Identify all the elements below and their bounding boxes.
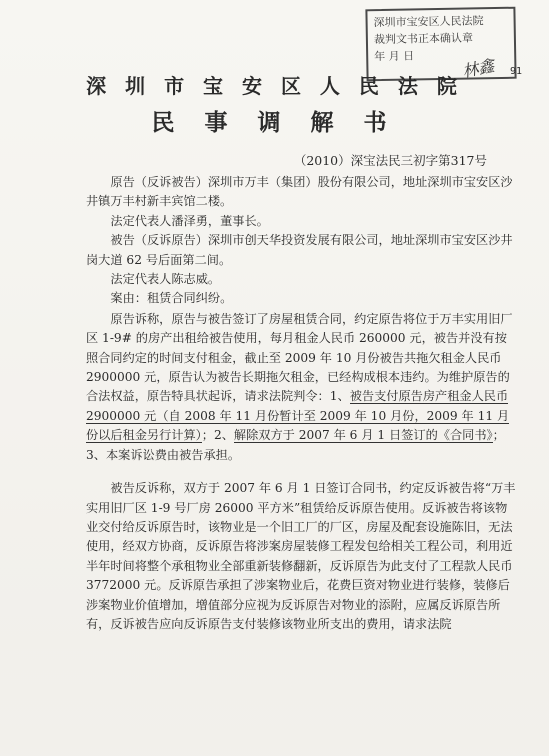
claim-item-2-underlined: 解除双方于 2007 年 6 月 1 日签订的《合同书》 (233, 428, 493, 443)
plaintiff-representative: 法定代表人潘泽勇，董事长。 (110, 213, 269, 228)
plaintiff-paragraph: 原告（反诉被告）深圳市万丰（集团）股份有限公司，地址深圳市宝安区沙井镇万丰村新丰宾馆二楼。 (86, 175, 513, 209)
stamp-line-2: 裁判文书正本确认章 (373, 31, 474, 47)
document-body (86, 173, 516, 634)
stamp-line-1: 深圳市宝安区人民法院 (373, 14, 484, 30)
scan-fade-overlay (0, 640, 549, 756)
defendant-representative: 法定代表人陈志威。 (110, 272, 221, 287)
claim-text: 原告诉称，原告与被告签订了房屋租赁合同，约定原告将位于万丰实用旧厂区 1-9# 的房产出租给被告使用，每月租金人民币 260000 元，被告并没有按照合同约定的时间支付租金，截止至 2009 年 10 月份被告共拖欠租金人民币 2900000 元，原告认为被告长期拖欠租金，已经构成根本违约。为维护原告的合法权益，原告特具状起诉，请求法院判令：1、 (86, 311, 513, 404)
case-cause: 案由：租赁合同纠纷。 (110, 291, 233, 306)
case-number: （2010）深宝法民三初字第317号 (293, 153, 487, 168)
stamp-line-3: 年 月 日 (374, 49, 415, 64)
claim-separator: ；2、 (201, 428, 234, 443)
court-name: 深 圳 市 宝 安 区 人 民 法 院 (86, 74, 463, 98)
handwritten-signature: 林鑫 (460, 55, 496, 82)
claim-paragraph (86, 310, 516, 465)
defendant-paragraph: 被告（反诉原告）深圳市创天华投资发展有限公司，地址深圳市宝安区沙井岗大道 62 号后面第二间。 (86, 233, 513, 267)
counterclaim-paragraph: 被告反诉称，双方于 2007 年 6 月 1 日签订合同书，约定反诉被告将“万丰实用旧厂区 1-9 号厂房 26000 平方米”租赁给反诉原告使用。反诉被告将该物业交付给反诉原告时，该物业是一个旧工厂的厂区，房屋及配套设施陈旧，无法使用，经双方协商，反诉原告将涉案房屋装修工程发包给相关工程公司，利用近半年时间将整个承租物业全部重新装修翻新，反诉原告为此支付了工程款人民币 3772000 元。反诉原告承担了涉案物业后，花费巨资对物业进行装修，装修后涉案物业价值增加，增值部分应视为反诉原告对物业的添附，应属反诉原告所有，反诉被告应向反诉原告支付装修该物业所支出的费用，请求法院 (86, 481, 516, 631)
document-title: 民 事 调 解 书 (151, 109, 398, 136)
claim-item-3: ；3、本案诉讼费由被告承担。 (86, 428, 505, 462)
claim-item-1-underlined: 被告支付原告房产租金人民币 2900000 元（自 2008 年 11 月份暂计至 2009 年 10 月份，2009 年 11 月份以后租金另行计算） (86, 389, 510, 443)
page-number: 91 (510, 66, 523, 77)
